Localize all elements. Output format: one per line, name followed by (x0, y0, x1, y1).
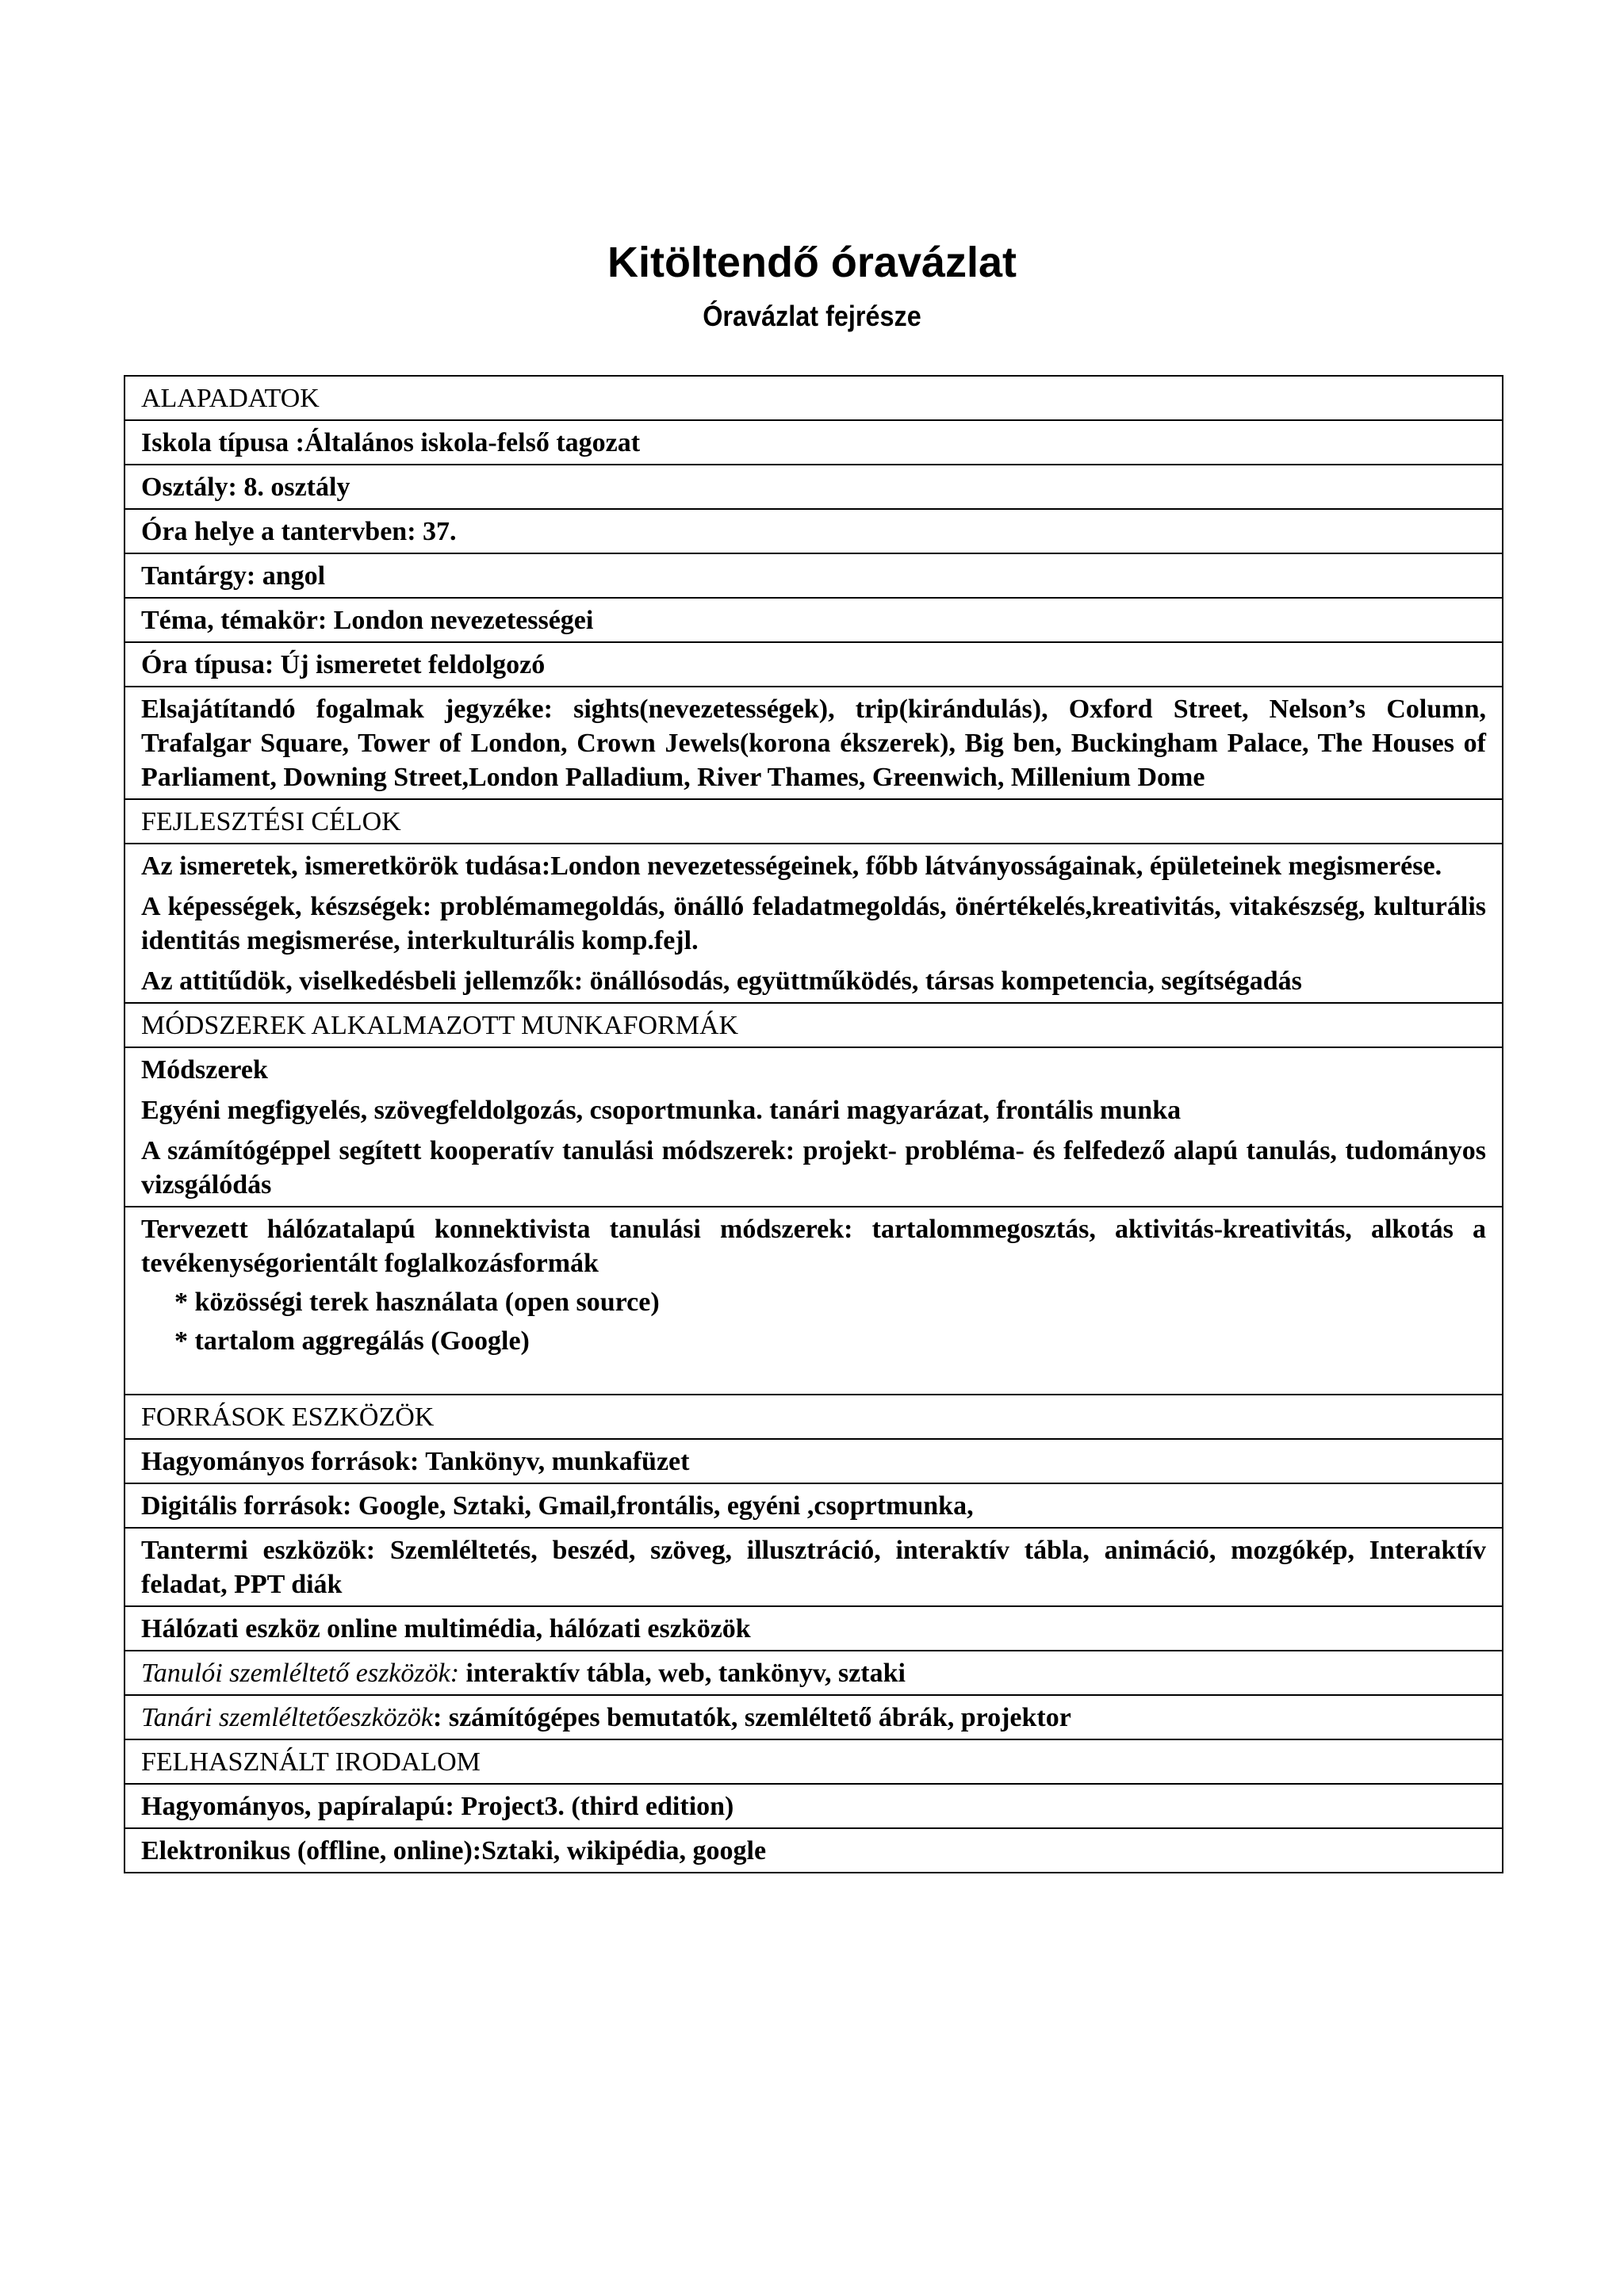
section-heading-modszerek: MÓDSZEREK ALKALMAZOTT MUNKAFORMÁK (124, 1003, 1503, 1047)
field-tema: Téma, témakör: London nevezetességei (124, 598, 1503, 642)
table-row (124, 1003, 1503, 1047)
field-ora-tipusa: Óra típusa: Új ismeretet feldolgozó (124, 642, 1503, 687)
field-hagyomanyos-forrasok: Hagyományos források: Tankönyv, munkafüzet (124, 1439, 1503, 1483)
section-heading-irodalom: FELHASZNÁLT IRODALOM (124, 1739, 1503, 1784)
lesson-plan-table (124, 375, 1503, 1873)
document-subtitle: Óravázlat fejrésze (703, 300, 921, 332)
field-modszerek-label: Módszerek (141, 1055, 268, 1085)
table-row (124, 1651, 1503, 1695)
section-heading-forrasok: FORRÁSOK ESZKÖZÖK (124, 1395, 1503, 1439)
halozatalapu-content (124, 1207, 1503, 1395)
field-tanari-eszkozok (124, 1695, 1503, 1739)
field-kepessegek: A képességek, készségek: problémamegoldás, önálló feladatmegoldás, önértékelés,kreativitás, vitakészség, kulturális identitás megismerése, interkulturális komp.fejl. (141, 892, 1486, 955)
tanuloi-value: interaktív tábla, web, tankönyv, sztaki (459, 1659, 906, 1688)
table-row (124, 553, 1503, 598)
table-row (124, 1695, 1503, 1739)
table-row (124, 465, 1503, 509)
table-row (124, 1606, 1503, 1651)
table-row (124, 799, 1503, 844)
field-fogalmak: Elsajátítandó fogalmak jegyzéke: sights(nevezetességek), trip(kirándulás), Oxford Street, Nelson’s Column, Trafalgar Square, Tower of London, Crown Jewels(korona ékszerek), Big ben, Buckingham Palace, The Houses of Parliament, Downing Street,London Palladium, River Thames, Greenwich, Millenium Dome (124, 687, 1503, 799)
modszerek-content (124, 1047, 1503, 1207)
field-halozati-eszkoz: Hálózati eszköz online multimédia, hálózati eszközök (124, 1606, 1503, 1651)
field-tantargy: Tantárgy: angol (124, 553, 1503, 598)
field-osztaly: Osztály: 8. osztály (124, 465, 1503, 509)
section-heading-fejlesztesi-celok: FEJLESZTÉSI CÉLOK (124, 799, 1503, 844)
bullet-item: * közösségi terek használata (open source) (174, 1288, 660, 1317)
table-row (124, 642, 1503, 687)
field-iskola-tipusa: Iskola típusa :Általános iskola-felső tagozat (124, 420, 1503, 465)
field-ismeretek: Az ismeretek, ismeretkörök tudása:London nevezetességeinek, főbb látványosságainak, épületeinek megismerése. (141, 851, 1442, 881)
field-egyeni: Egyéni megfigyelés, szövegfeldolgozás, csoportmunka. tanári magyarázat, frontális munka (141, 1096, 1182, 1125)
document-title: Kitöltendő óravázlat (607, 239, 1017, 286)
fejlesztesi-celok-content (124, 844, 1503, 1003)
table-row (124, 598, 1503, 642)
table-row (124, 1207, 1503, 1395)
table-row (124, 376, 1503, 420)
section-heading-alapadatok: ALAPADATOK (124, 376, 1503, 420)
table-row (124, 509, 1503, 553)
table-row (124, 1047, 1503, 1207)
field-digitalis-forrasok: Digitális források: Google, Sztaki, Gmail,frontális, egyéni ,csoprtmunka, (124, 1483, 1503, 1528)
table-row (124, 1828, 1503, 1873)
table-row (124, 1483, 1503, 1528)
field-attitudok: Az attitűdök, viselkedésbeli jellemzők: önállósodás, együttműködés, társas kompetencia, segítségadás (141, 966, 1302, 996)
field-elektronikus-irodalom: Elektronikus (offline, online):Sztaki, wikipédia, google (124, 1828, 1503, 1873)
table-row (124, 687, 1503, 799)
field-kooperativ: A számítógéppel segített kooperatív tanulási módszerek: projekt- probléma- és felfedező alapú tanulás, tudományos vizsgálódás (141, 1136, 1486, 1200)
field-tantermi-eszkozok: Tantermi eszközök: Szemléltetés, beszéd, szöveg, illusztráció, interaktív tábla, animáció, mozgókép, Interaktív feladat, PPT diák (124, 1528, 1503, 1606)
bullet-item: * tartalom aggregálás (Google) (174, 1326, 530, 1356)
table-row (124, 420, 1503, 465)
table-row (124, 1528, 1503, 1606)
blank-space (141, 1358, 1486, 1390)
table-row (124, 844, 1503, 1003)
field-hagyomanyos-irodalom: Hagyományos, papíralapú: Project3. (third edition) (124, 1784, 1503, 1828)
table-row (124, 1395, 1503, 1439)
table-row (124, 1439, 1503, 1483)
table-row (124, 1739, 1503, 1784)
table-row (124, 1784, 1503, 1828)
field-tanuloi-eszkozok (124, 1651, 1503, 1695)
tanari-label: Tanári szemléltetőeszközök (141, 1703, 434, 1732)
tanuloi-label: Tanulói szemléltető eszközök: (141, 1659, 460, 1688)
tanari-value: : számítógépes bemutatók, szemléltető ábrák, projektor (433, 1703, 1071, 1732)
field-ora-helye: Óra helye a tantervben: 37. (124, 509, 1503, 553)
field-halozatalapu: Tervezett hálózatalapú konnektivista tanulási módszerek: tartalommegosztás, aktivitás-kreativitás, alkotás a tevékenységorientált foglalkozásformák (141, 1215, 1486, 1278)
